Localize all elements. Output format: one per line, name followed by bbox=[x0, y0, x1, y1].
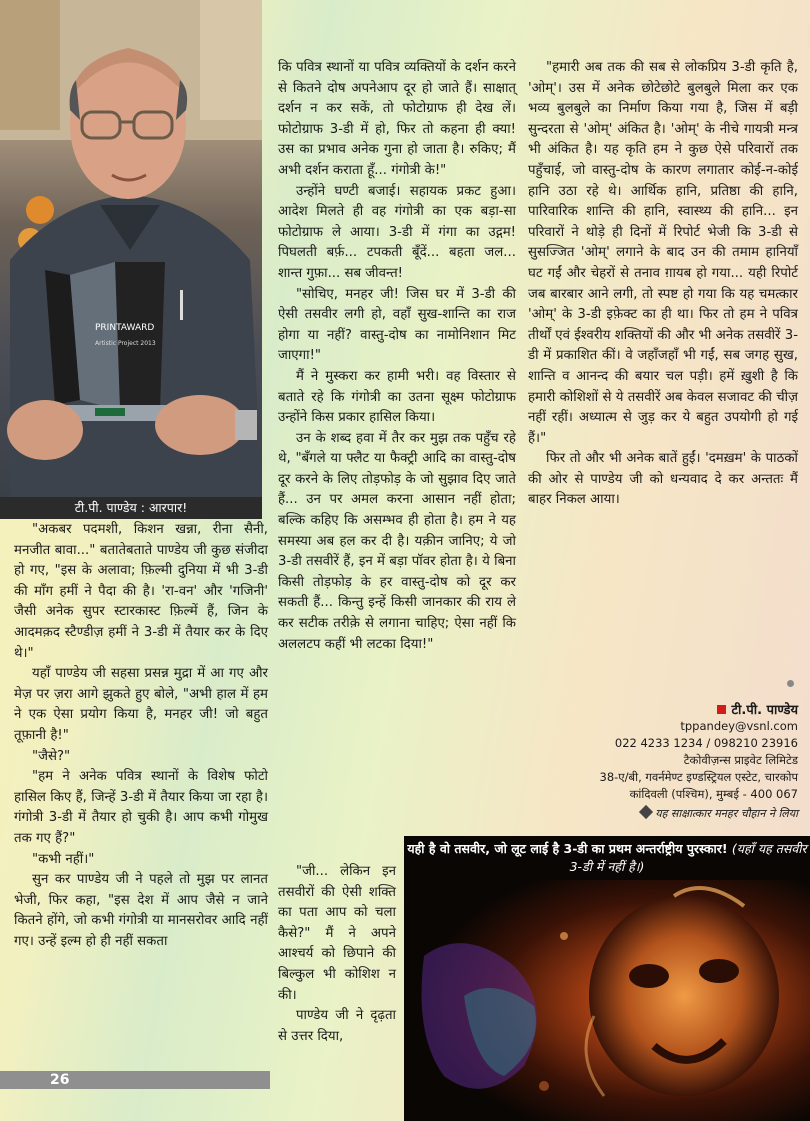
page-number: 26 bbox=[0, 1071, 270, 1089]
paragraph: "हमारी अब तक की सब से लोकप्रिय 3-डी कृति है, 'ओम्'। उस में अनेक छोटेछोटे बुलबुले मिला कर एक भव्य बुलबुले का निर्माण किया गया है, जिस में बड़ी सुन्दरता से 'ओम्' अंकित है। 'ओम्' के नीचे गायत्री मन्त्र भी अंकित है। यह कृति हम ने कुछ ऐसे परिवारों तक पहुँचाई, जो वास्तु-दोष के कारण लगातार कोई-न-कोई हानि उठा रहे थे। आर्थिक हानि, प्रतिष्ठा की हानि, पारिवारिक शान्ति की हानि, स्वास्थ्य की हानि... इन परिवारों ने थोड़े ही दिनों में रिपोर्ट भेजी कि 3-डी से सुसज्जित 'ओम्' लगाने के बाद उन की तमाम हानियाँ घट गईं और चेहरों से तनाव ग़ायब हो गया... यही रिपोर्ट जब बारबार आने लगी, तो स्पष्ट हो गया कि यह चमत्कार 'ओम्' के 3-डी इफ़ेक्ट का ही था। फिर तो हम ने पवित्र तीर्थों एवं ईश्वरीय शक्तियों की और भी अनेक तसवीरें 3-डी में प्रकाशित कीं। वे जहाँजहाँ भी गईं, सब जगह सुख, शान्ति व आनन्द की बयार चल पड़ी। हमें ख़ुशी है कि हमारी कोशिशों से ये तसवीरें अब केवल सजावट की चीज़ नहीं रहीं। अध्यात्म से जुड़ कर ये बहुत उपयोगी हो गई हैं।" bbox=[528, 60, 798, 446]
article-column-2-narrow bbox=[278, 862, 396, 1047]
artwork-illustration bbox=[404, 836, 810, 1121]
contact-phone: 022 4233 1234 / 098210 23916 bbox=[614, 736, 798, 750]
artwork-photo bbox=[404, 836, 810, 1121]
contact-name: टी.पी. पाण्डेय bbox=[528, 700, 798, 718]
paragraph: "सोचिए, मनहर जी! जिस घर में 3-डी की ऐसी तसवीर लगी हो, वहाँ सुख-शान्ति का राज होगा या नहीं? वास्तु-दोष का नामोनिशान मिट जाएगा!" bbox=[278, 286, 516, 364]
contact-company: टैकोवीज़न्स प्राइवेट लिमिटेड bbox=[683, 753, 798, 767]
paragraph: उन्होंने घण्टी बजाई। सहायक प्रकट हुआ। आदेश मिलते ही वह गंगोत्री का एक बड़ा-सा फोटोग्राफ ले आया। 3-डी में गंगा का उद्गम! पिघलती बर्फ़... टपकती बूँदें... बहता जल... शान्त गुफ़ा... सब जीवन्त! bbox=[278, 183, 516, 281]
award-title: PRINTAWARD bbox=[95, 323, 155, 333]
contact-email: tppandey@vsnl.com bbox=[680, 719, 798, 733]
article-column-1 bbox=[14, 520, 268, 952]
artwork-caption-main: यही है वो तसवीर, जो लूट लाई है 3-डी का प्रथम अन्तर्राष्ट्रीय पुरस्कार! bbox=[407, 841, 728, 856]
paragraph: फिर तो और भी अनेक बातें हुईं। 'दमख़म' के पाठकों की ओर से पाण्डेय जी को धन्यवाद दे कर अन्ततः मैं बाहर निकल आया। bbox=[528, 451, 798, 508]
article-column-2 bbox=[278, 58, 516, 655]
pen-icon bbox=[639, 805, 653, 819]
artwork-caption-note: (यहाँ यह तसवीर 3-डी में नहीं है।) bbox=[569, 841, 807, 874]
paragraph: "जी... लेकिन इन तसवीरों की ऐसी शक्ति का पता आप को चला कैसे?" मैं ने अपने आश्चर्य को छिपाने की बिल्कुल भी कोशिश न की। bbox=[278, 864, 396, 1003]
paragraph: यहाँ पाण्डेय जी सहसा प्रसन्न मुद्रा में आ गए और मेज़ पर ज़रा आगे झुकते हुए बोले, "अभी हाल में हम ने एक ऐसा प्रयोग किया है, मनहर जी! जो बहुत तूफ़ानी है!" bbox=[14, 666, 268, 743]
credit-text: यह साक्षात्कार मनहर चौहान ने लिया bbox=[655, 807, 798, 820]
paragraph: मैं ने मुस्करा कर हामी भरी। वह विस्तार से बताते रहे कि गंगोत्री का उतना सूक्ष्म फोटोग्राफ उन्होंने किस प्रकार हासिल किया। bbox=[278, 368, 516, 426]
paragraph: "कभी नहीं।" bbox=[32, 851, 95, 867]
paragraph: "हम ने अनेक पवित्र स्थानों के विशेष फोटो हासिल किए हैं, जिन्हें 3-डी में तैयार किया जा रहा है। गंगोत्री 3-डी में तैयार हो चुकी है। आप कभी गोमुख तक गए हैं?" bbox=[14, 769, 268, 846]
portrait-caption: टी.पी. पाण्डेय : आरपार! bbox=[0, 497, 262, 519]
contact-address-line1: 38-ए/बी, गवर्नमेण्ट इण्डस्ट्रियल एस्टेट, चारकोप bbox=[599, 770, 798, 784]
portrait-illustration bbox=[0, 0, 262, 500]
portrait-photo bbox=[0, 0, 262, 500]
paragraph: "अकबर पदमशी, किशन खन्ना, रीना सैनी, मनजीत बावा..." बतातेबताते पाण्डेय जी कुछ संजीदा हो गए, "इस के अलावा; फ़िल्मी दुनिया में भी 3-डी की माँग हमीं ने पैदा की है। 'रा-वन' और 'गजिनी' जैसी अनेक सुपर स्टारकास्ट फ़िल्में हैं, जिन के आदमक़द स्टैण्डीज़ हमीं ने 3-डी में तैयार कर के दिए थे।" bbox=[14, 522, 268, 661]
contact-block bbox=[528, 700, 798, 803]
paragraph: कि पवित्र स्थानों या पवित्र व्यक्तियों के दर्शन करने से कितने दोष अपनेआप दूर हो जाते हैं। साक्षात् दर्शन न कर सकें, तो फोटोग्राफ ही देख लें। फोटोग्राफ 3-डी में हो, फिर तो कहना ही क्या! उस का प्रभाव अनेक गुना हो जाता है। रुकिए; मैं अभी दर्शन कराता हूँ... गंगोत्री के!" bbox=[278, 60, 516, 178]
award-subtitle: Artistic Project 2013 bbox=[95, 340, 156, 347]
paragraph: "जैसे?" bbox=[32, 748, 71, 764]
paragraph: पाण्डेय जी ने दृढ़ता से उत्तर दिया, bbox=[278, 1008, 396, 1044]
paragraph: उन के शब्द हवा में तैर कर मुझ तक पहुँच रहे थे, "बँगले या फ्लैट या फैक्ट्री आदि का वास्तु-दोष दूर करने के लिए तोड़फोड़ के जो सुझाव दिए जाते हैं... उन पर अमल करना आसान नहीं होता; बल्कि कहिए कि असम्भव ही होता है। हम ने यह समस्या अब हल कर दी है। यक़ीन जानिए; ये जो 3-डी तसवीरें हैं, इन में बड़ा पॉवर होता है। ये बिना किसी तोड़फोड़ के हर वास्तु-दोष को दूर कर सकती हैं... किन्तु इन्हें किसी जानकार की राय ले कर सटीक तरीक़े से लगाना चाहिए; ऐसा नहीं कि अललटप कहीं भी लटका दिया!" bbox=[278, 430, 516, 652]
paragraph: सुन कर पाण्डेय जी ने पहले तो मुझ पर लानत भेजी, फिर कहा, "इस देश में आप जैसे न जाने कितने होंगे, जो कभी गंगोत्री या मानसरोवर आदि नहीं गए। उन्हें इल्म हो ही नहीं सकता bbox=[14, 872, 268, 949]
article-column-3 bbox=[528, 58, 798, 511]
interview-credit bbox=[536, 806, 798, 821]
contact-address-line2: कांदिवली (पश्चिम), मुम्बई - 400 067 bbox=[629, 787, 798, 801]
end-mark bbox=[787, 680, 794, 687]
